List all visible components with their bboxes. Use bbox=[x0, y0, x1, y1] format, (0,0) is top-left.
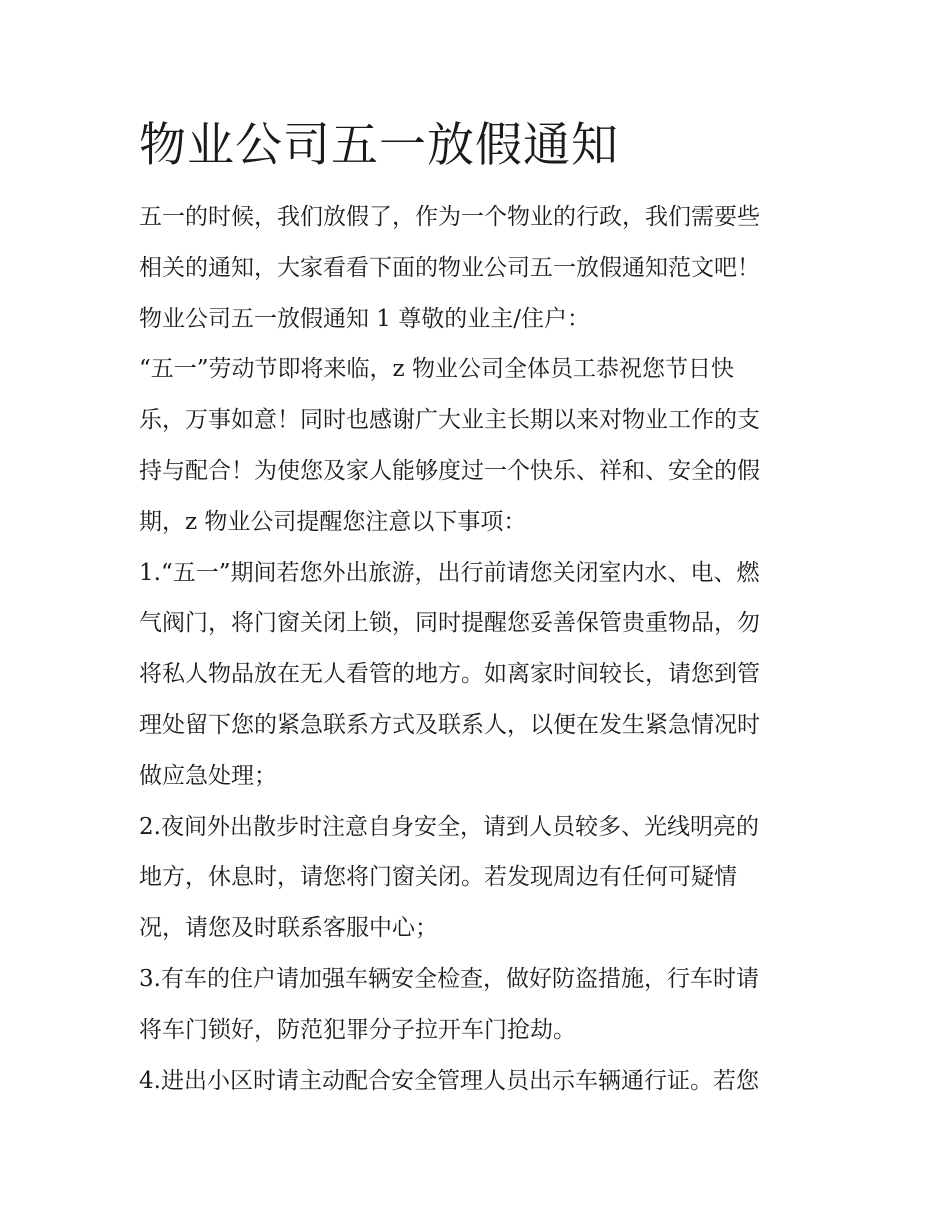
body-line: 做应急处理； bbox=[139, 762, 277, 789]
document-body bbox=[139, 192, 819, 1106]
body-line: 物业公司五一放假通知 1 尊敬的业主/住户： bbox=[139, 305, 591, 332]
body-line: 况，请您及时联系客服中心； bbox=[139, 915, 438, 942]
body-line: 五一的时候，我们放假了，作为一个物业的行政，我们需要些 bbox=[139, 204, 760, 230]
body-line: 1.“五一”期间若您外出旅游，出行前请您关闭室内水、电、燃 bbox=[139, 559, 760, 586]
body-line: 相关的通知，大家看看下面的物业公司五一放假通知范文吧！ bbox=[139, 254, 760, 281]
body-line: 将车门锁好，防范犯罪分子拉开车门抢劫。 bbox=[139, 1016, 576, 1043]
body-line: 2.夜间外出散步时注意自身安全，请到人员较多、光线明亮的 bbox=[139, 813, 759, 840]
body-line: 理处留下您的紧急联系方式及联系人，以便在发生紧急情况时 bbox=[139, 711, 760, 738]
document-page bbox=[139, 112, 819, 1106]
body-line: 4.进出小区时请主动配合安全管理人员出示车辆通行证。若您 bbox=[139, 1067, 759, 1094]
body-line: 乐，万事如意！同时也感谢广大业主长期以来对物业工作的支 bbox=[139, 407, 760, 434]
body-line: “五一”劳动节即将来临，z 物业公司全体员工恭祝您节日快 bbox=[139, 356, 734, 383]
body-line: 期，z 物业公司提醒您注意以下事项： bbox=[139, 508, 527, 535]
body-line: 气阀门，将门窗关闭上锁，同时提醒您妥善保管贵重物品，勿 bbox=[139, 610, 760, 637]
body-line: 地方，休息时，请您将门窗关闭。若发现周边有任何可疑情 bbox=[139, 864, 737, 891]
body-line: 3.有车的住户请加强车辆安全检查，做好防盗措施，行车时请 bbox=[139, 965, 759, 992]
document-title: 物业公司五一放假通知 bbox=[139, 118, 619, 173]
body-line: 持与配合！为使您及家人能够度过一个快乐、祥和、安全的假 bbox=[139, 457, 760, 484]
body-line: 将私人物品放在无人看管的地方。如离家时间较长，请您到管 bbox=[139, 661, 760, 688]
